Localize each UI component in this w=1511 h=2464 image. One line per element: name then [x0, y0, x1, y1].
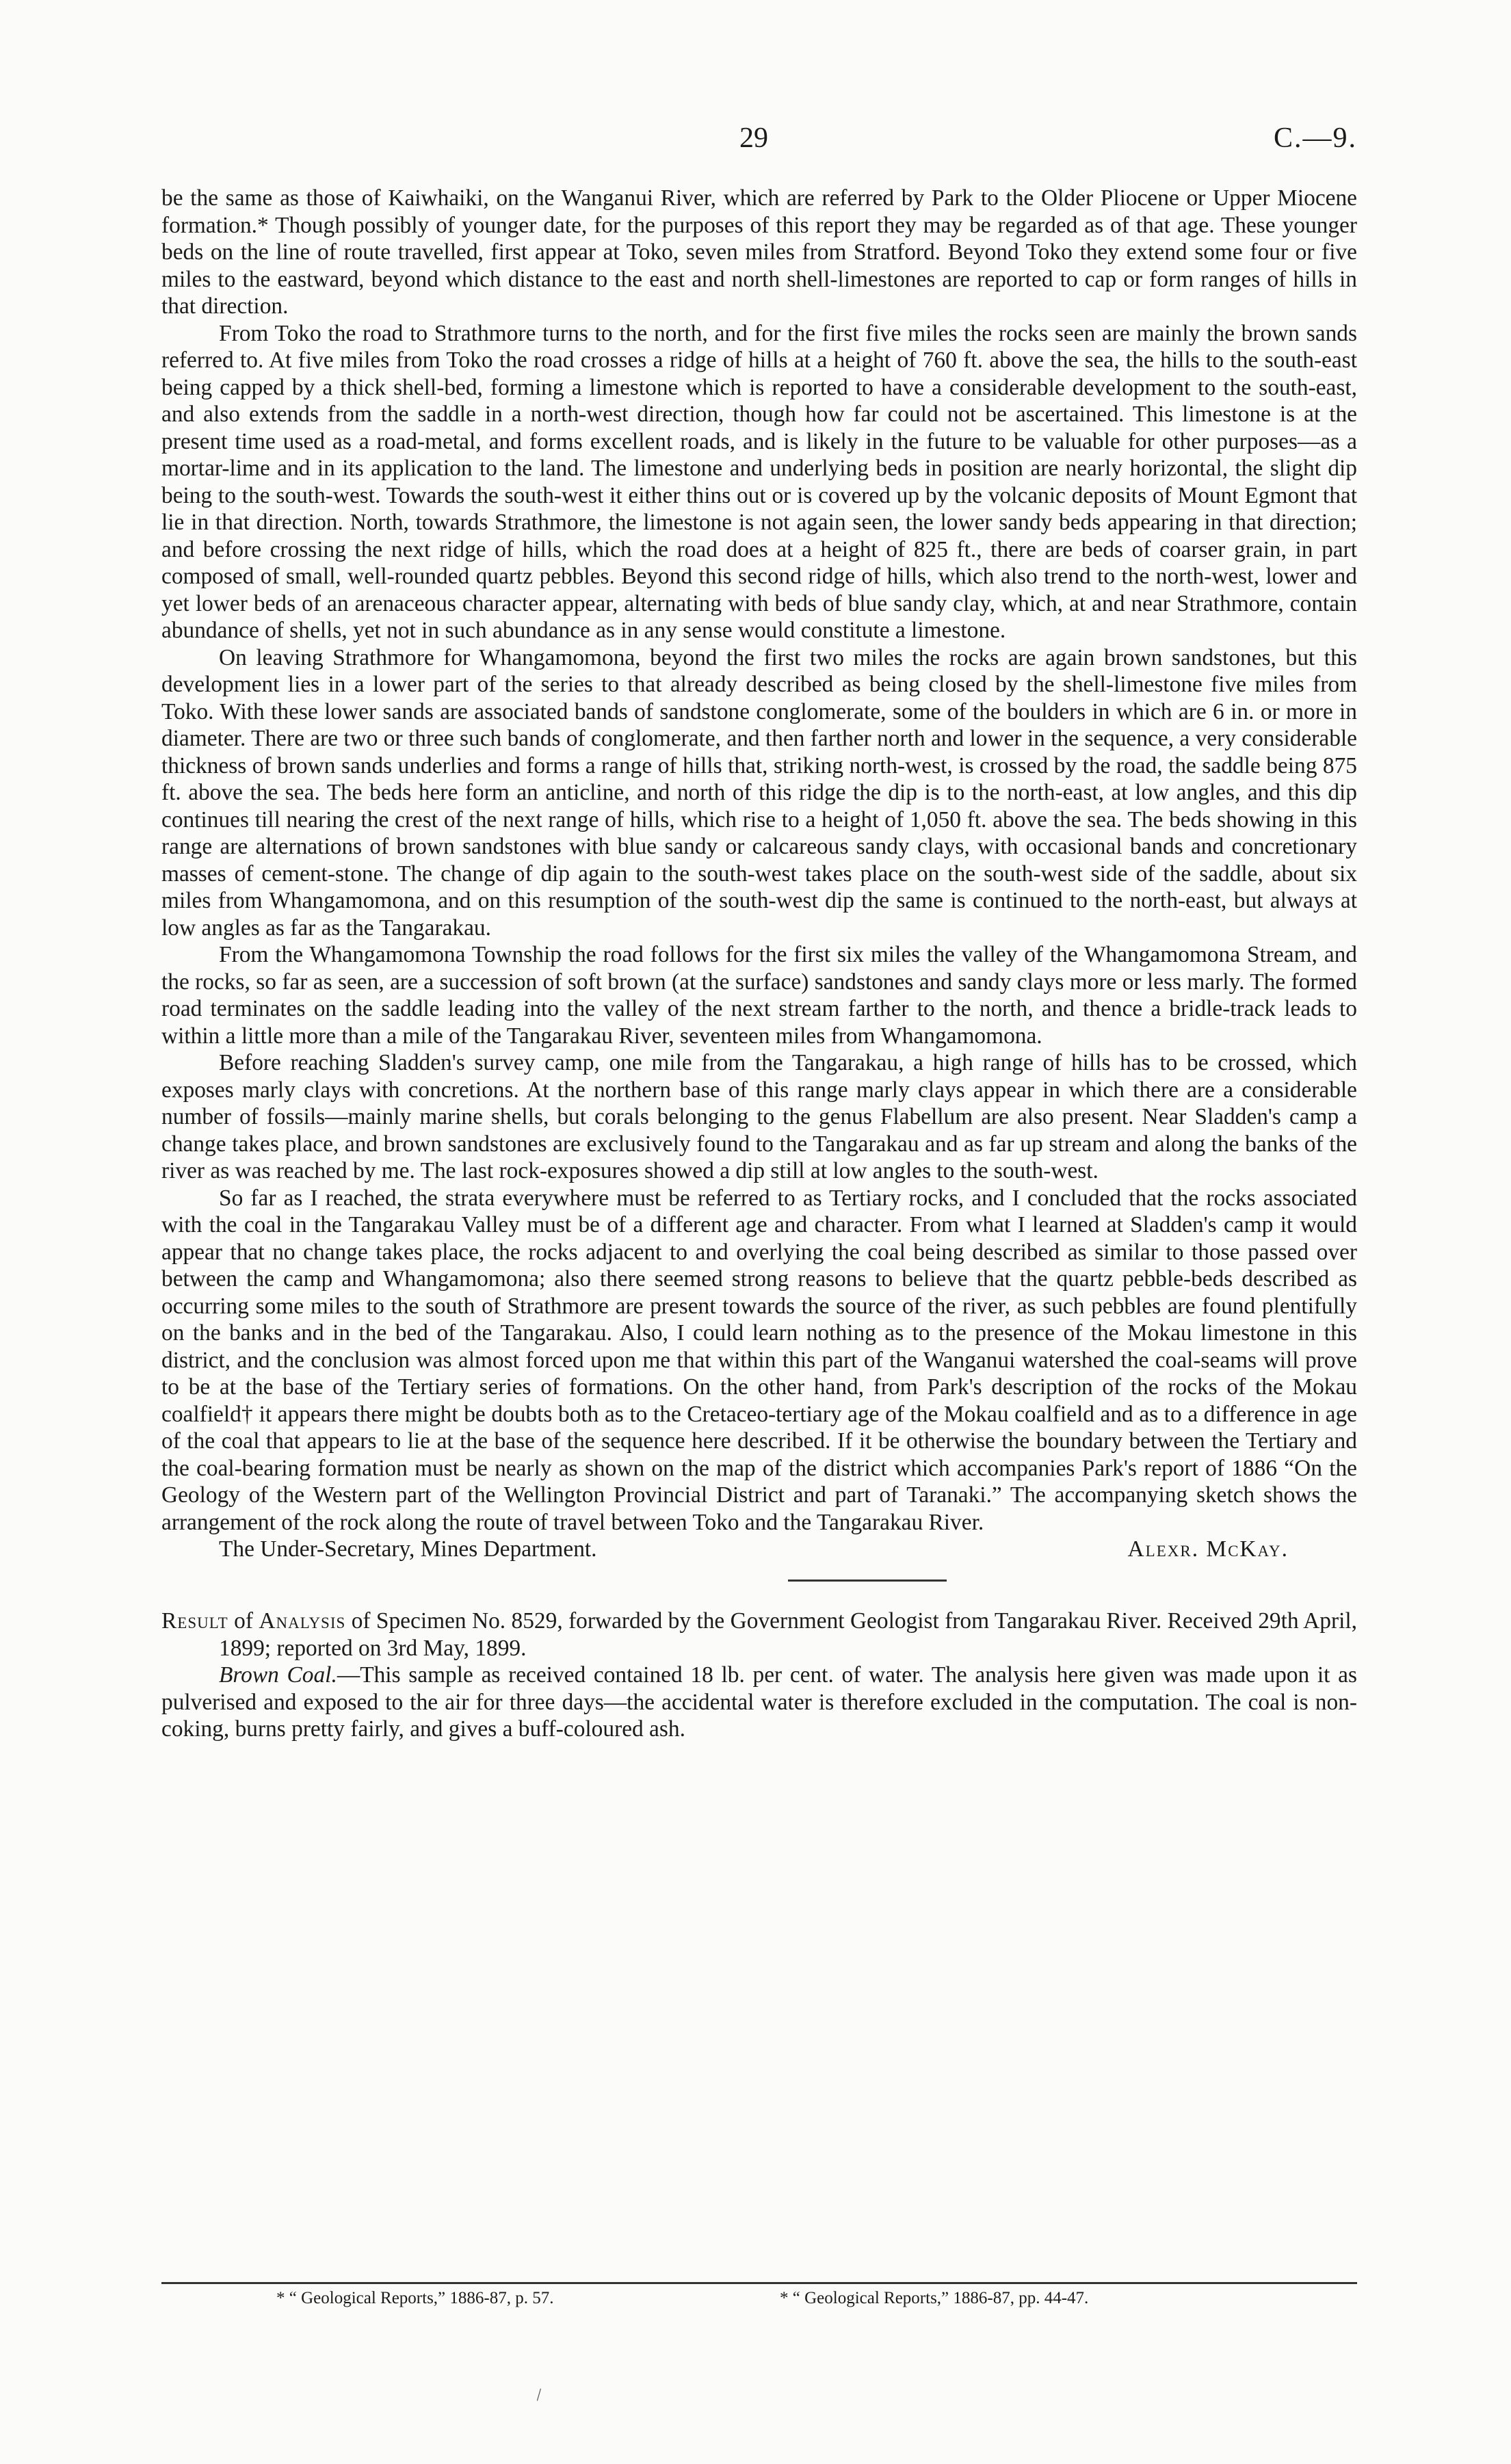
analysis-heading [161, 1608, 1357, 1662]
paragraph: Before reaching Sladden's survey camp, one mile from the Tangarakau, a high range of hills has to be crossed, which exposes marly clays with concretions. At the northern base of this range marly clays appear in which there are a considerable number of fossils—mainly marine shells, but corals belonging to the genus Flabellum are also present. Near Sladden's camp a change takes place, and brown sandstones are exclusively found to the Tangarakau and as far up stream and along the banks of the river as was reached by me. The last rock-exposures showed a dip still at low angles to the south-west. [161, 1050, 1357, 1183]
paragraph: be the same as those of Kaiwhaiki, on the Wanganui River, which are referred by Park to the Older Pliocene or Upper Miocene formation.* Though possibly of younger date, for the purposes of this report they may be regarded as of that age. These younger beds on the line of route travelled, first appear at Toko, seven miles from Stratford. Beyond Toko they extend some four or five miles to the eastward, beyond which distance to the east and north shell-limestones are reported to cap or form ranges of hills in that direction. [161, 185, 1357, 319]
coal-description: —This sample as received contained 18 lb. per cent. of water. The analysis here given was made upon it as pulverised and exposed to the air for three days—the accidental water is therefore excluded in the computation. The coal is non-coking, burns pretty fairly, and gives a buff-coloured ash. [161, 1662, 1357, 1742]
paragraph: On leaving Strathmore for Whangamomona, beyond the first two miles the rocks are again brown sandstones, but this development lies in a lower part of the series to that already described as being closed by the shell-limestone five miles from Toko. With these lower sands are associated bands of sandstone conglomerate, some of the boulders in which are 6 in. or more in diameter. There are two or three such bands of conglomerate, and then farther north and lower in the sequence, a very considerable thickness of brown sands underlies and forms a range of hills that, striking north-west, is crossed by the road, the saddle being 875 ft. above the sea. The beds here form an anticline, and north of this ridge the dip is to the north-east, at low angles, and this dip continues till nearing the crest of the next range of hills, which rise to a height of 1,050 ft. above the sea. The beds showing in this range are alternations of brown sandstones with blue sandy or calcareous sandy clays, with occasional bands and concretionary masses of cement-stone. The change of dip again to the south-west takes place on the south-west side of the saddle, about six miles from Whangamomona, and on this resumption of the south-west dip the same is continued to the north-east, but always at low angles as far as the Tangarakau. [161, 644, 1357, 941]
analysis-heading-result: Result [161, 1608, 228, 1634]
analysis-heading-of: of [234, 1608, 253, 1634]
footnote: * “ Geological Reports,” 1886-87, p. 57. [276, 2289, 554, 2307]
footnotes [161, 2289, 1357, 2314]
document-reference: C.—9. [1273, 122, 1357, 154]
paragraph: So far as I reached, the strata everywhere must be referred to as Tertiary rocks, and I concluded that the rocks associated with the coal in the Tangarakau Valley must be of a different age and character. From what I learned at Sladden's camp it would appear that no change takes place, the rocks adjacent to and overlying the coal being described as similar to those passed over between the camp and Whangamomona; also there seemed strong reasons to believe that the quartz pebble-beds described as occurring some miles to the south of Strathmore are present towards the source of the river, as such pebbles are found plentifully on the banks and in the bed of the Tangarakau. Also, I could learn nothing as to the presence of the Mokau limestone in this district, and the conclusion was almost forced upon me that within this part of the Wanganui watershed the coal-seams will prove to be at the base of the Tertiary series of formations. On the other hand, from Park's description of the rocks of the Mokau coalfield† it appears there might be doubts both as to the Cretaceo-tertiary age of the Mokau coalfield and as to a difference in age of the coal that appears to lie at the base of the sequence here described. If it be otherwise the boundary between the Tertiary and the coal-bearing formation must be nearly as shown on the map of the district which accompanies Park's report of 1886 “On the Geology of the Western part of the Wellington Provincial District and part of Taranaki.” The accompanying sketch shows the arrangement of the rock along the route of travel between Toko and the Tangarakau River. [161, 1185, 1357, 1535]
addressee: The Under-Secretary, Mines Department. [219, 1536, 597, 1562]
page-header [161, 122, 1357, 163]
section-divider [788, 1580, 947, 1582]
paragraph: From Toko the road to Strathmore turns to the north, and for the first five miles the rocks seen are mainly the brown sands referred to. At five miles from Toko the road crosses a ridge of hills at a height of 760 ft. above the sea, the hills to the south-east being capped by a thick shell-bed, forming a limestone which is reported to have a considerable development to the south-east, and also extends from the saddle in a north-west direction, though how far could not be ascertained. This limestone is at the present time used as a road-metal, and forms excellent roads, and is likely in the future to be valuable for other purposes—as a mortar-lime and in its application to the land. The limestone and underlying beds in position are nearly horizontal, the slight dip being to the south-west. Towards the south-west it either thins out or is covered up by the volcanic deposits of Mount Egmont that lie in that direction. North, towards Strathmore, the limestone is not again seen, the lower sandy beds appearing in that direction; and before crossing the next ridge of hills, which the road does at a height of 825 ft., there are beds of coarser grain, in part composed of small, well-rounded quartz pebbles. Beyond this second ridge of hills, which also trend to the north-west, lower and yet lower beds of an arenaceous character appear, alternating with beds of blue sandy clay, which, at and near Strathmore, contain abundance of shells, yet not in such abundance as in any sense would constitute a limestone. [161, 320, 1357, 643]
paragraph: From the Whangamomona Township the road follows for the first six miles the valley of the Whangamomona Stream, and the rocks, so far as seen, are a succession of soft brown (at the surface) sandstones and sandy clays more or less marly. The formed road terminates on the saddle leading into the valley of the next stream farther to the north, and thence a bridle-track leads to within a little more than a mile of the Tangarakau River, seventeen miles from Whangamomona. [161, 942, 1357, 1049]
analysis-heading-analysis: Analysis [259, 1608, 346, 1634]
analysis-paragraph [161, 1662, 1357, 1743]
report-body [161, 185, 1357, 1743]
stray-ink-mark: \ [531, 2385, 547, 2404]
signer-name: Alexr. McKay. [1127, 1536, 1289, 1562]
footnote: * “ Geological Reports,” 1886-87, pp. 44-47. [780, 2289, 1089, 2307]
analysis-heading-rest: of Specimen No. 8529, forwarded by the Government Geologist from Tangarakau River. Received 29th April, 1899; reported on 3rd May, 1899. [219, 1608, 1357, 1661]
page-number: 29 [739, 122, 768, 154]
signature-line [161, 1536, 1357, 1563]
footnote-rule [161, 2282, 1357, 2284]
coal-label: Brown Coal. [219, 1662, 337, 1688]
